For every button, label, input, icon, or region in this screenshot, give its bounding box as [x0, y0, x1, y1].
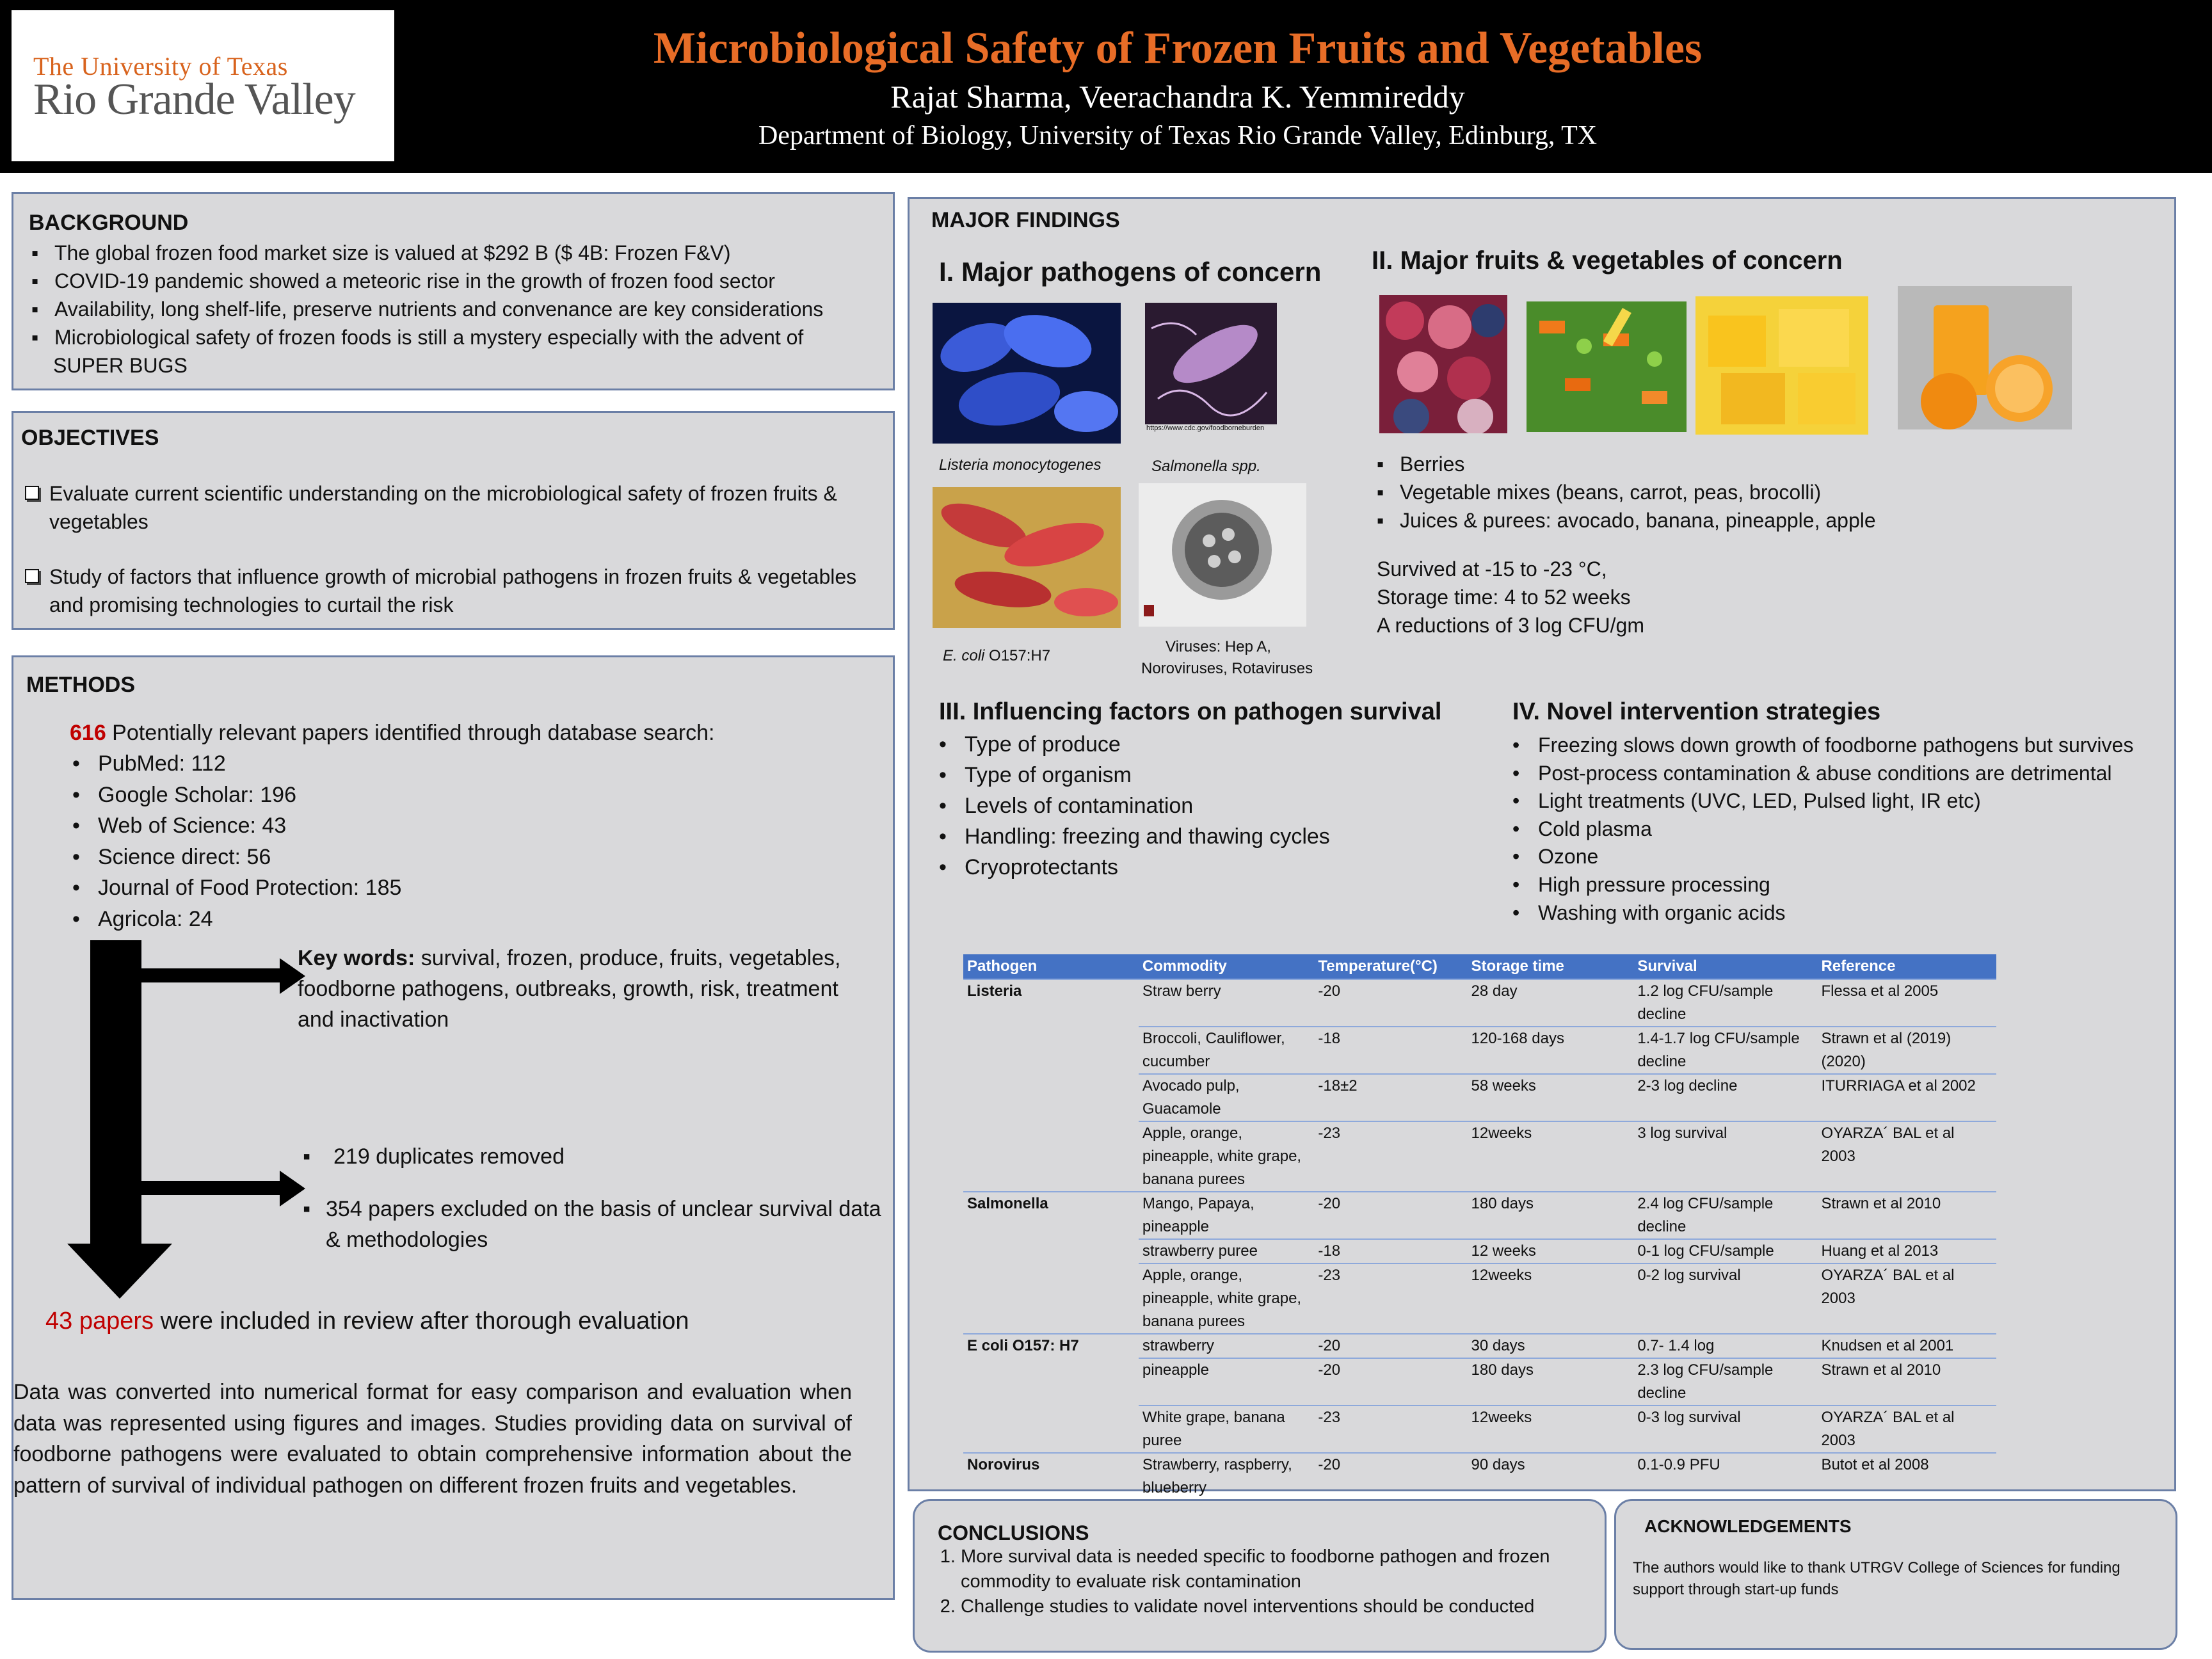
salmonella-caption: Salmonella spp.	[1151, 458, 1261, 475]
table-row	[963, 1121, 1996, 1192]
table-cell: 28 day	[1468, 979, 1634, 1027]
flow-arrow-head	[67, 1244, 172, 1299]
table-cell: -18	[1314, 1027, 1467, 1074]
keywords: Key words: survival, frozen, produce, fruits, vegetables, foodborne pathogens, outbreaks, growth, risk, treatment and inactivation	[298, 946, 841, 1032]
table-cell: OYARZA´ BAL et al 2003	[1817, 1121, 1996, 1192]
table-cell: Butot et al 2008	[1817, 1453, 1996, 1500]
table-cell: 0-1 log CFU/sample	[1633, 1239, 1817, 1263]
table-cell: -23	[1314, 1263, 1467, 1334]
table-cell: 58 weeks	[1468, 1074, 1634, 1121]
background-item: ▪ Microbiological safety of frozen foods is still a mystery especially with the advent of	[26, 323, 884, 351]
survival-note: A reductions of 3 log CFU/gm	[1377, 614, 1644, 637]
table-cell: 12weeks	[1468, 1406, 1634, 1453]
table-cell: Avocado pulp, Guacamole	[1139, 1074, 1314, 1121]
included-result: 43 papers were included in review after thorough evaluation	[45, 1308, 689, 1334]
table-cell: Strawn et al (2019) (2020)	[1817, 1027, 1996, 1074]
table-cell: -20	[1314, 979, 1467, 1027]
factor-item: • Type of organism	[935, 760, 1330, 790]
table-cell: 12weeks	[1468, 1121, 1634, 1192]
exclusion-list	[298, 1141, 893, 1255]
table-cell: Knudsen et al 2001	[1817, 1334, 1996, 1358]
table-cell: 30 days	[1468, 1334, 1634, 1358]
logo-line-2: Rio Grande Valley	[33, 75, 355, 124]
image-source-url: https://www.cdc.gov/foodborneburden	[1146, 424, 1265, 432]
table-header-cell: Survival	[1633, 954, 1817, 979]
table-cell: 12weeks	[1468, 1263, 1634, 1334]
methods-summary: Data was converted into numerical format for easy comparison and evaluation when data was represented using figures and images. Studies providing data on survival of foodborne pathogens were evaluated to obtain comprehensive information about the pattern of survival of individual pathogen on different frozen fruits and vegetables.	[13, 1380, 852, 1498]
pineapple-image	[1695, 296, 1868, 435]
table-cell: -20	[1314, 1334, 1467, 1358]
table-cell: Mango, Papaya, pineapple	[1139, 1192, 1314, 1239]
objectives-panel	[12, 411, 895, 630]
pathogen-cell	[963, 1027, 1139, 1074]
conclusion-item: 1. More survival data is needed specific to foodborne pathogen and frozen commodity to evaluate risk contamination	[961, 1544, 1614, 1594]
survival-table	[963, 954, 1996, 1500]
table-cell: -18	[1314, 1239, 1467, 1263]
table-row	[963, 1074, 1996, 1121]
table-cell: 2-3 log decline	[1633, 1074, 1817, 1121]
interventions-list	[1509, 732, 2133, 927]
findings-panel	[908, 197, 2176, 1496]
table-cell: 90 days	[1468, 1453, 1634, 1500]
paper-count: 616	[70, 721, 106, 745]
factor-item: • Cryoprotectants	[935, 852, 1330, 883]
table-header-cell: Reference	[1817, 954, 1996, 979]
table-cell: OYARZA´ BAL et al 2003	[1817, 1406, 1996, 1453]
table-cell: Broccoli, Cauliflower, cucumber	[1139, 1027, 1314, 1074]
intervention-item: • Ozone	[1509, 843, 2133, 871]
table-cell: -18±2	[1314, 1074, 1467, 1121]
acknowledgements-text: The authors would like to thank UTRGV College of Sciences for funding support through start-up funds	[1633, 1559, 2120, 1598]
pathogen-cell: Salmonella	[963, 1192, 1139, 1239]
database-item: • Journal of Food Protection: 185	[68, 872, 401, 904]
flow-arrow-shaft	[90, 940, 141, 1246]
table-cell: 1.2 log CFU/sample decline	[1633, 979, 1817, 1027]
table-cell: Apple, orange, pineapple, white grape, banana purees	[1139, 1263, 1314, 1334]
produce-list	[1372, 450, 1876, 534]
methods-intro: 616 Potentially relevant papers identified through database search:	[70, 721, 715, 745]
factor-item: • Levels of contamination	[935, 790, 1330, 821]
factors-list	[935, 729, 1330, 883]
survival-notes	[1377, 555, 1644, 639]
poster-title: Microbiological Safety of Frozen Fruits and Vegetables	[653, 24, 1703, 73]
vegetable-mix-image	[1527, 301, 1687, 432]
table-cell: Straw berry	[1139, 979, 1314, 1027]
intervention-item: • Light treatments (UVC, LED, Pulsed light, IR etc)	[1509, 787, 2133, 815]
produce-heading: II. Major fruits & vegetables of concern	[1372, 246, 1843, 275]
database-list	[68, 748, 401, 934]
objective-item: Study of factors that influence growth of microbial pathogens in frozen fruits & vegetables and promising technologies to curtail the risk	[21, 563, 879, 619]
background-item: ▪ The global frozen food market size is valued at $292 B ($ 4B: Frozen F&V)	[26, 239, 884, 267]
table-header-cell: Temperature(°C)	[1314, 954, 1467, 979]
excluded-item: ▪ 354 papers excluded on the basis of unclear survival data & methodologies	[298, 1194, 893, 1255]
table-row	[963, 1406, 1996, 1453]
orange-juice-image	[1898, 286, 2072, 429]
pathogen-cell	[963, 1406, 1139, 1453]
table-cell: 0.7- 1.4 log	[1633, 1334, 1817, 1358]
logo-line-1: The University of Texas	[33, 52, 288, 81]
table-header-cell: Storage time	[1468, 954, 1634, 979]
table-cell: -20	[1314, 1358, 1467, 1406]
intervention-item: • Post-process contamination & abuse conditions are detrimental	[1509, 760, 2133, 788]
table-cell: 0-2 log survival	[1633, 1263, 1817, 1334]
table-cell: -20	[1314, 1453, 1467, 1500]
produce-item: ▪ Juices & purees: avocado, banana, pineapple, apple	[1372, 506, 1876, 534]
database-item: • Google Scholar: 196	[68, 780, 401, 811]
background-heading: BACKGROUND	[29, 211, 189, 235]
table-cell: 0-3 log survival	[1633, 1406, 1817, 1453]
table-cell: 12 weeks	[1468, 1239, 1634, 1263]
objective-item: Evaluate current scientific understanding on the microbiological safety of frozen fruits & vegetables	[21, 479, 879, 536]
background-item: ▪ Availability, long shelf-life, preserve nutrients and convenance are key considerations	[26, 295, 884, 323]
virus-image	[1139, 483, 1306, 627]
table-cell: 1.4-1.7 log CFU/sample decline	[1633, 1027, 1817, 1074]
ecoli-image	[933, 487, 1121, 628]
table-cell: strawberry puree	[1139, 1239, 1314, 1263]
listeria-image	[933, 303, 1121, 444]
virus-caption-1: Viruses: Hep A,	[1166, 638, 1271, 655]
table-row	[963, 1239, 1996, 1263]
pathogen-cell	[963, 1074, 1139, 1121]
table-cell: Apple, orange, pineapple, white grape, banana purees	[1139, 1121, 1314, 1192]
table-cell: strawberry	[1139, 1334, 1314, 1358]
pathogen-cell: Listeria	[963, 979, 1139, 1027]
table-cell: Huang et al 2013	[1817, 1239, 1996, 1263]
table-body	[963, 979, 1996, 1500]
background-panel	[12, 192, 895, 390]
table-header-row	[963, 954, 1996, 979]
factor-item: • Type of produce	[935, 729, 1330, 760]
produce-item: ▪ Berries	[1372, 450, 1876, 478]
factor-item: • Handling: freezing and thawing cycles	[935, 821, 1330, 852]
table-cell: -23	[1314, 1406, 1467, 1453]
intervention-item: • Freezing slows down growth of foodborne pathogens but survives	[1509, 732, 2133, 760]
table-row	[963, 979, 1996, 1027]
objectives-list	[21, 479, 879, 646]
database-item: • Agricola: 24	[68, 904, 401, 935]
table-row	[963, 1027, 1996, 1074]
database-item: • PubMed: 112	[68, 748, 401, 780]
conclusions-list	[935, 1544, 1614, 1619]
intervention-item: • Cold plasma	[1509, 815, 2133, 844]
conclusions-panel	[913, 1499, 1607, 1653]
methods-heading: METHODS	[26, 673, 135, 697]
intervention-item: • High pressure processing	[1509, 871, 2133, 899]
objectives-heading: OBJECTIVES	[21, 426, 159, 450]
table-cell: Strawberry, raspberry, blueberry	[1139, 1453, 1314, 1500]
table-header-cell: Pathogen	[963, 954, 1139, 979]
table-row	[963, 1358, 1996, 1406]
table-cell: 2.3 log CFU/sample decline	[1633, 1358, 1817, 1406]
virus-caption-2: Noroviruses, Rotaviruses	[1141, 660, 1313, 677]
table-row	[963, 1192, 1996, 1239]
factors-heading: III. Influencing factors on pathogen survival	[939, 698, 1442, 725]
berries-image	[1379, 295, 1507, 433]
pathogen-cell	[963, 1358, 1139, 1406]
table-header-cell: Commodity	[1139, 954, 1314, 979]
survival-note: Survived at -15 to -23 °C,	[1377, 557, 1607, 581]
table-cell: 120-168 days	[1468, 1027, 1634, 1074]
listeria-caption: Listeria monocytogenes	[939, 456, 1102, 474]
background-item: ▪ COVID-19 pandemic showed a meteoric rise in the growth of frozen food sector	[26, 267, 884, 295]
pathogen-cell	[963, 1239, 1139, 1263]
table-row	[963, 1334, 1996, 1358]
table-cell: pineapple	[1139, 1358, 1314, 1406]
background-item-continuation: SUPER BUGS	[53, 354, 188, 377]
table-cell: -23	[1314, 1121, 1467, 1192]
table-row	[963, 1453, 1996, 1500]
salmonella-image	[1145, 303, 1277, 424]
table-cell: White grape, banana puree	[1139, 1406, 1314, 1453]
table-cell: Strawn et al 2010	[1817, 1192, 1996, 1239]
pathogen-cell: Norovirus	[963, 1453, 1139, 1500]
background-list	[26, 239, 884, 351]
table-cell: 0.1-0.9 PFU	[1633, 1453, 1817, 1500]
table-cell: OYARZA´ BAL et al 2003	[1817, 1263, 1996, 1334]
duplicates-item: ▪ 219 duplicates removed	[298, 1141, 893, 1172]
acknowledgements-panel	[1614, 1499, 2177, 1650]
table-cell: Flessa et al 2005	[1817, 979, 1996, 1027]
table-cell: 2.4 log CFU/sample decline	[1633, 1192, 1817, 1239]
pathogen-cell	[963, 1263, 1139, 1334]
methods-panel	[12, 655, 895, 1600]
table-cell: 180 days	[1468, 1358, 1634, 1406]
pathogen-cell	[963, 1121, 1139, 1192]
survival-note: Storage time: 4 to 52 weeks	[1377, 586, 1631, 609]
table-cell: Strawn et al 2010	[1817, 1358, 1996, 1406]
database-item: • Science direct: 56	[68, 842, 401, 873]
table-cell: 3 log survival	[1633, 1121, 1817, 1192]
findings-heading: MAJOR FINDINGS	[931, 208, 1120, 232]
table-cell: ITURRIAGA et al 2002	[1817, 1074, 1996, 1121]
pathogen-cell: E coli O157: H7	[963, 1334, 1139, 1358]
table-row	[963, 1263, 1996, 1334]
produce-item: ▪ Vegetable mixes (beans, carrot, peas, brocolli)	[1372, 478, 1876, 506]
table-cell: -20	[1314, 1192, 1467, 1239]
pathogens-heading: I. Major pathogens of concern	[939, 257, 1322, 287]
intervention-item: • Washing with organic acids	[1509, 899, 2133, 927]
database-item: • Web of Science: 43	[68, 810, 401, 842]
conclusion-item: 2. Challenge studies to validate novel interventions should be conducted	[961, 1594, 1614, 1619]
affiliation: Department of Biology, University of Texas Rio Grande Valley, Edinburg, TX	[758, 121, 1598, 150]
interventions-heading: IV. Novel intervention strategies	[1512, 698, 1881, 725]
keywords-arrow-shaft	[141, 968, 285, 982]
table-cell: 180 days	[1468, 1192, 1634, 1239]
authors: Rajat Sharma, Veerachandra K. Yemmireddy	[890, 79, 1465, 115]
ecoli-caption: E. coli O157:H7	[943, 647, 1051, 664]
conclusions-heading: CONCLUSIONS	[938, 1521, 1089, 1544]
acknowledgements-heading: ACKNOWLEDGEMENTS	[1644, 1516, 1852, 1536]
exclusion-arrow-shaft	[141, 1181, 285, 1195]
